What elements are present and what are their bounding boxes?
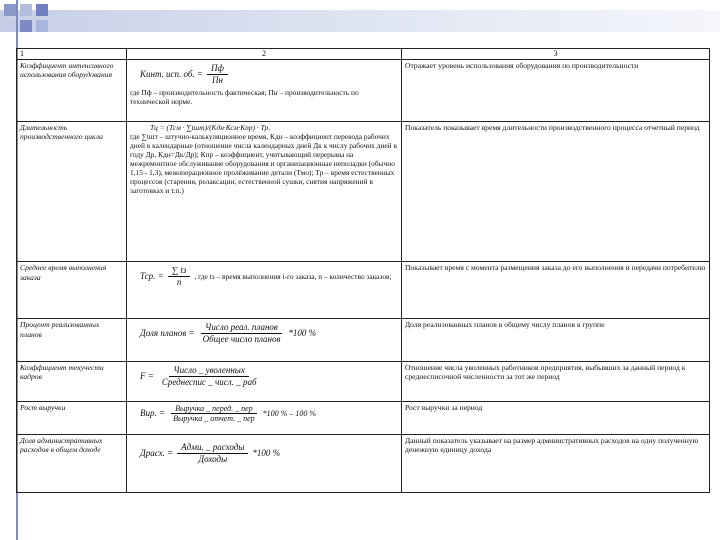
indicator-formula	[127, 361, 402, 401]
table-row	[17, 319, 710, 361]
formula-numerator: Число _ уволенных	[169, 365, 248, 377]
indicator-name: Длительность производственного цикла	[17, 121, 127, 261]
deco-square	[20, 20, 32, 32]
formula-note: где ∑tшт – штучно-калькуляционное время, Кдн – коэффициент перевода рабочих дней в календарные (отношение числа календарных дней Дк к числу рабочих дней в году Др, Кдн=Дк/Др); Кпр – коэффициент, учитывающий перерывы на межремонтное обслуживание оборудования и организационные неполадки (обычно 1,15 - 1,3), межоперационное пролёживание детали (Тмо); Тр – время естественных процессов (старения, релаксации, естественной сушки, снятия напряжений в заготовках и т.п.)	[130, 131, 397, 196]
formula-fraction	[168, 265, 191, 288]
formula-numerator: Число реал. планов	[201, 322, 282, 334]
indicator-formula	[127, 434, 402, 492]
indicator-name: Среднее время выполнения заказа	[17, 262, 127, 319]
formula-fraction	[207, 63, 228, 86]
formula-lhs: Вир. =	[140, 408, 166, 419]
header-gradient-band	[0, 10, 720, 32]
formula-denominator: n	[176, 277, 182, 288]
formula-fraction	[177, 442, 248, 465]
formula-denominator: Доходы	[198, 453, 228, 464]
indicator-name: Доля административных расходов в общем доходе	[17, 434, 127, 492]
formula	[140, 265, 398, 288]
formula	[140, 404, 398, 425]
indicator-name: Рост выручки	[17, 401, 127, 434]
formula-text: Тц = (Тсм · ∑tшт)/(Кдн·Ксм·Кпр) · Тр,	[150, 122, 271, 132]
indicator-description: Показывает время с момента размещения заказа до его выполнения и передачи потребителю	[402, 262, 710, 319]
table-header-row	[17, 49, 710, 60]
formula	[140, 63, 398, 86]
indicator-formula	[127, 319, 402, 361]
deco-square	[20, 4, 32, 16]
formula-numerator: Пф	[207, 63, 228, 75]
formula	[140, 322, 398, 345]
indicators-table	[16, 48, 710, 493]
table-row	[17, 262, 710, 319]
formula-denominator: Общее число планов	[202, 334, 281, 345]
formula	[140, 365, 398, 388]
formula-denominator: Выручка _ отчет. _ пер	[173, 414, 255, 424]
formula-fraction	[169, 404, 259, 425]
indicator-description: Показатель показывает время длительности производственного процесса отчетный период	[402, 121, 710, 261]
formula-lhs: F =	[140, 370, 154, 381]
indicator-name: Коэффициент интенсивного использования оборудования	[17, 59, 127, 121]
formula-numerator: ∑ tз	[168, 265, 191, 277]
table-row	[17, 434, 710, 492]
table-row	[17, 401, 710, 434]
indicator-description: Данный показатель указывает на размер административных расходов на одну полученную денежную единицу дохода	[402, 434, 710, 492]
formula-note: где Пф – производительность фактическая; Пн – производительность по технической норме.	[130, 87, 359, 106]
indicator-description: Рост выручки за период	[402, 401, 710, 434]
formula	[140, 442, 398, 465]
formula-rest: , где tз – время выполнения i-го заказа, n – количество заказов;	[194, 272, 392, 282]
formula-lhs: Драсх. =	[140, 447, 174, 458]
table-row	[17, 361, 710, 401]
deco-square	[4, 20, 16, 32]
indicator-formula	[127, 121, 402, 261]
formula-numerator: Адми. _ расходы	[177, 442, 248, 454]
table-row	[17, 121, 710, 261]
deco-square	[36, 4, 48, 16]
indicator-formula	[127, 401, 402, 434]
header-col-2: 2	[127, 49, 402, 60]
indicator-description: Доля реализованных планов в общему числу планов в группе	[402, 319, 710, 361]
table-row	[17, 59, 710, 121]
formula-lhs: Доля планов =	[140, 328, 195, 339]
formula-lhs: Кинт. исп. об. =	[140, 68, 204, 79]
formula-rest: *100 %	[288, 328, 317, 339]
slide-decoration	[0, 0, 720, 44]
formula-denominator: Среднеспис _ числ. _ раб	[161, 376, 257, 387]
formula-rest: *100 %	[252, 447, 281, 458]
formula-fraction	[158, 365, 261, 388]
indicator-name: Коэффициент текучести кадров	[17, 361, 127, 401]
header-col-1: 1	[17, 49, 127, 60]
deco-square	[4, 4, 16, 16]
indicator-name: Процент реализованных планов	[17, 319, 127, 361]
header-col-3: 3	[402, 49, 710, 60]
formula-lhs: Тср. =	[140, 271, 164, 282]
formula-fraction	[199, 322, 285, 345]
formula-numerator: Выручка _ перед. _ пер	[171, 404, 257, 415]
formula-rest: *100 % – 100 %	[262, 409, 316, 419]
indicator-formula	[127, 59, 402, 121]
formula-denominator: Пн	[211, 74, 223, 85]
deco-square	[36, 20, 48, 32]
indicator-formula	[127, 262, 402, 319]
indicator-description: Отношение числа уволенных работников предприятия, выбывших за данный период к среднесписочной численности за тот же период	[402, 361, 710, 401]
indicator-description: Отражает уровень использования оборудования по производительности	[402, 59, 710, 121]
